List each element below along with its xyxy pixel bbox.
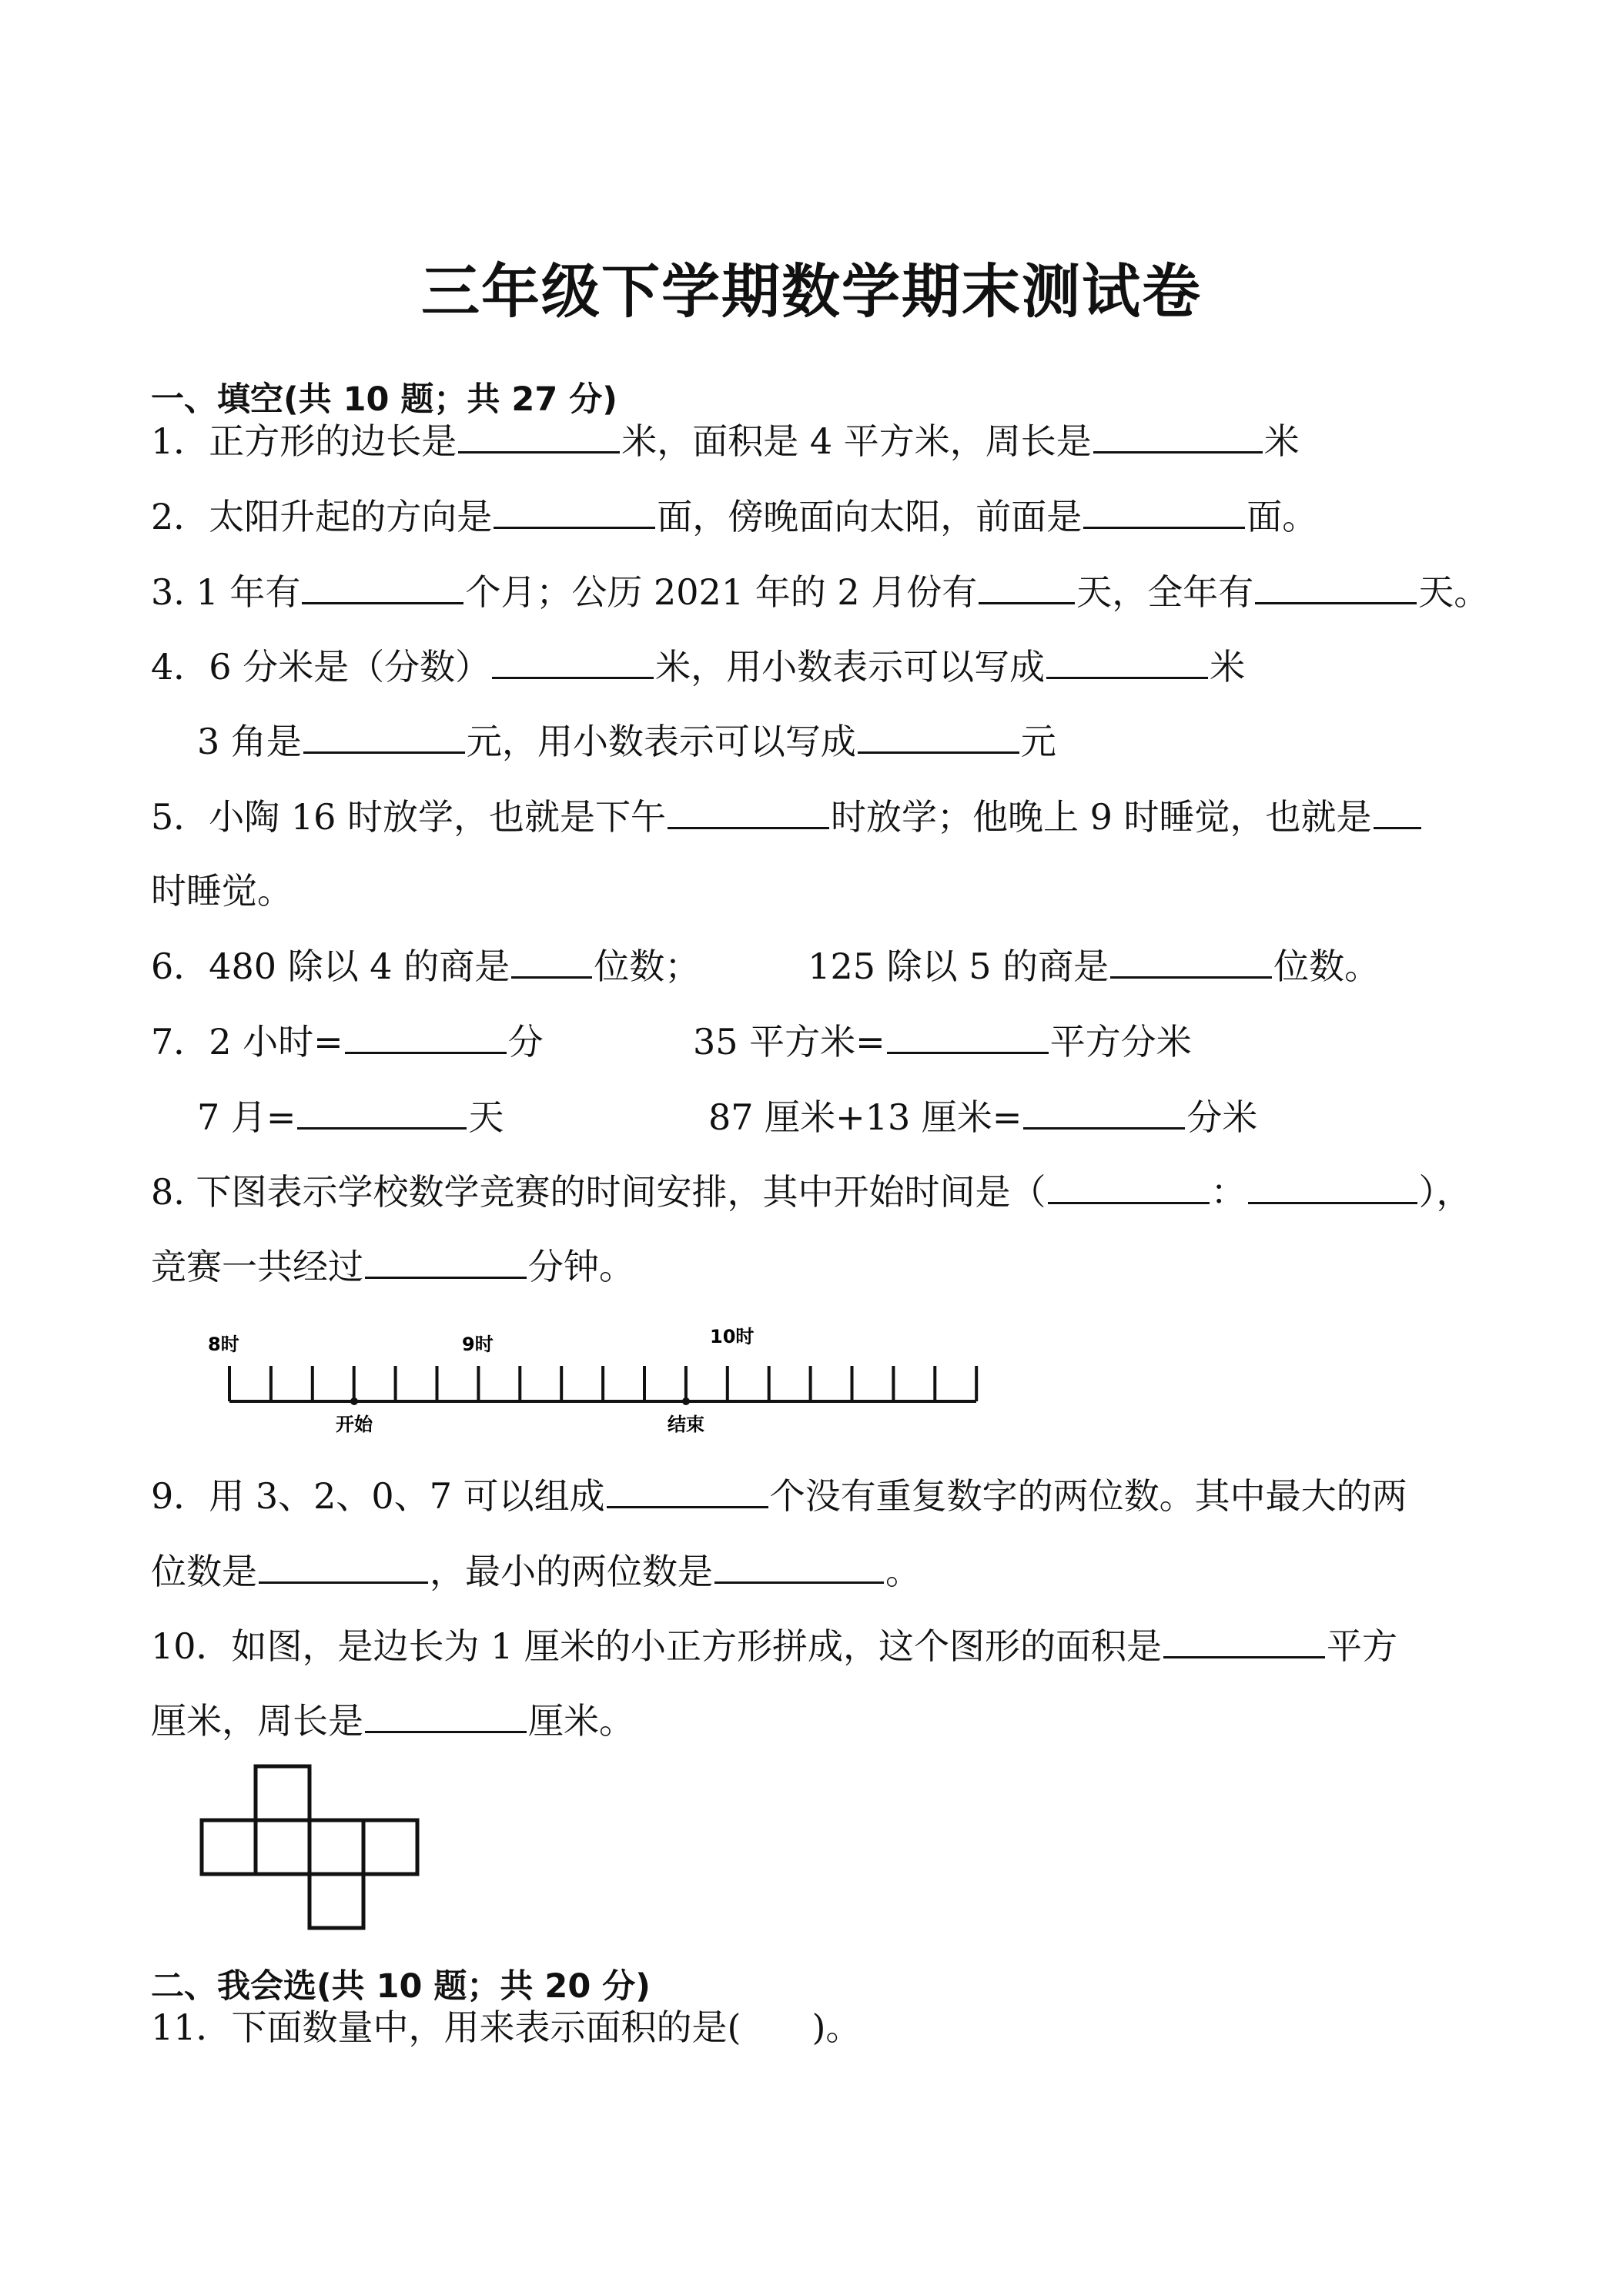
question-4-line-2 xyxy=(197,718,1056,765)
q10-text-b: 平方 xyxy=(1327,1625,1398,1667)
squares-figure xyxy=(197,1763,428,1940)
q7-text-h: 分米 xyxy=(1186,1096,1258,1138)
ruler-label-9: 9时 xyxy=(462,1334,494,1355)
q4-blank-fraction[interactable] xyxy=(492,643,654,679)
q7-text-f: 天 xyxy=(468,1096,504,1138)
q8-blank-minute[interactable] xyxy=(1248,1168,1417,1204)
q4-blank-decimal[interactable] xyxy=(1046,643,1208,679)
q6-text-a: 6．480 除以 4 的商是 xyxy=(151,946,510,987)
q9-text-e: 。 xyxy=(885,1551,921,1592)
q4-text-c: 米 xyxy=(1210,646,1246,688)
question-10-line-2 xyxy=(151,1697,634,1744)
q3-text-c: 天，全年有 xyxy=(1076,571,1254,613)
q7-blank-dm[interactable] xyxy=(1023,1093,1185,1130)
q2-blank-2[interactable] xyxy=(1083,493,1245,529)
q5-text-b: 时放学；他晚上 9 时睡觉，也就是 xyxy=(831,796,1372,838)
question-1 xyxy=(151,417,1300,464)
q4-text-d: 3 角是 xyxy=(197,721,302,762)
page-title: 三年级下学期数学期末测试卷 xyxy=(421,257,1202,326)
q2-text-b: 面，傍晚面向太阳，前面是 xyxy=(657,496,1083,537)
q9-blank-count[interactable] xyxy=(607,1472,768,1508)
q3-blank-year-days[interactable] xyxy=(1255,568,1417,604)
section-heading-fill-in: 一、填空(共 10 题；共 27 分) xyxy=(151,380,617,419)
q10-text-c: 厘米，周长是 xyxy=(151,1700,363,1742)
question-5-line-1 xyxy=(151,793,1423,840)
q6-text-c: 125 除以 5 的商是 xyxy=(808,946,1109,987)
q7-text-d: 平方分米 xyxy=(1049,1021,1192,1063)
q3-text-d: 天。 xyxy=(1418,571,1490,613)
q8-blank-duration[interactable] xyxy=(365,1243,527,1279)
q8-text-e: 分钟。 xyxy=(528,1246,634,1287)
q3-blank-feb-days[interactable] xyxy=(979,568,1075,604)
question-7-line-1 xyxy=(151,1018,544,1065)
ruler-label-10: 10时 xyxy=(710,1326,755,1347)
q4-text-e: 元，用小数表示可以写成 xyxy=(466,721,856,762)
ruler-start-dot xyxy=(350,1397,358,1405)
q3-blank-months[interactable] xyxy=(302,568,463,604)
ruler-label-8: 8时 xyxy=(208,1334,239,1355)
q8-text-a: 8. 下图表示学校数学竞赛的时间安排，其中开始时间是（ xyxy=(151,1171,1046,1213)
q7-blank-days[interactable] xyxy=(297,1093,467,1130)
question-10-line-1 xyxy=(151,1622,1397,1669)
q7-blank-sq-dm[interactable] xyxy=(887,1018,1049,1054)
ruler-ticks xyxy=(229,1366,976,1401)
square-middle-1 xyxy=(202,1820,256,1874)
q1-text-c: 米 xyxy=(1263,420,1300,462)
q5-text-a: 5．小陶 16 时放学，也就是下午 xyxy=(151,796,667,838)
q5-blank-sleep[interactable] xyxy=(1374,793,1421,829)
question-3 xyxy=(151,568,1489,615)
q3-text-b: 个月；公历 2021 年的 2 月份有 xyxy=(465,571,978,613)
q2-text-a: 2．太阳升起的方向是 xyxy=(151,496,493,537)
q2-text-c: 面。 xyxy=(1247,496,1318,537)
q8-text-d: 竞赛一共经过 xyxy=(151,1246,363,1287)
square-bottom xyxy=(310,1874,363,1928)
q7-blank-minutes[interactable] xyxy=(345,1018,507,1054)
q4-blank-yuan-fraction[interactable] xyxy=(303,718,465,754)
q7-text-c: 35 平方米= xyxy=(693,1021,885,1063)
q6-text-b: 位数； xyxy=(594,946,701,987)
q9-text-c: 位数是 xyxy=(151,1551,257,1592)
question-7-line-2 xyxy=(197,1093,504,1140)
q7-text-a: 7．2 小时= xyxy=(151,1021,343,1063)
time-ruler-figure xyxy=(208,1318,1009,1434)
question-9-line-1 xyxy=(151,1472,1407,1519)
q1-text-b: 米，面积是 4 平方米，周长是 xyxy=(621,420,1092,462)
q7-text-b: 分 xyxy=(507,1021,544,1063)
q3-text-a: 3. 1 年有 xyxy=(151,571,301,613)
q9-blank-min[interactable] xyxy=(714,1548,884,1584)
q10-blank-area[interactable] xyxy=(1163,1622,1325,1658)
q9-blank-max[interactable] xyxy=(259,1548,428,1584)
q1-blank-perimeter[interactable] xyxy=(1093,417,1263,454)
q8-text-c: ）， xyxy=(1418,1171,1472,1213)
question-5-line-2 xyxy=(151,868,293,914)
q5-blank-pm[interactable] xyxy=(668,793,829,829)
question-6 xyxy=(151,942,1380,989)
ruler-start-label: 开始 xyxy=(336,1414,373,1434)
ruler-end-dot xyxy=(682,1397,690,1405)
square-middle-2 xyxy=(256,1820,310,1874)
square-top xyxy=(256,1766,310,1820)
q4-text-a: 4．6 分米是（分数） xyxy=(151,646,491,688)
q9-text-b: 个没有重复数字的两位数。其中最大的两 xyxy=(769,1475,1407,1517)
question-11: 11．下面数量中，用来表示面积的是( )。 xyxy=(151,2006,862,2048)
q1-blank-side[interactable] xyxy=(458,417,620,454)
q5-text-c: 时睡觉。 xyxy=(151,870,293,912)
q1-text-a: 1．正方形的边长是 xyxy=(151,420,457,462)
q2-blank-1[interactable] xyxy=(494,493,655,529)
q9-text-a: 9．用 3、2、0、7 可以组成 xyxy=(151,1475,605,1517)
question-9-line-2 xyxy=(151,1548,921,1595)
question-7-line-1-right xyxy=(693,1018,1192,1065)
question-7-line-2-right xyxy=(708,1093,1257,1140)
question-2 xyxy=(151,493,1317,540)
q10-text-a: 10．如图，是边长为 1 厘米的小正方形拼成，这个图形的面积是 xyxy=(151,1625,1163,1667)
q8-blank-hour[interactable] xyxy=(1048,1168,1210,1204)
q4-blank-yuan-decimal[interactable] xyxy=(858,718,1019,754)
q4-text-f: 元 xyxy=(1020,721,1056,762)
q6-blank-1[interactable] xyxy=(511,942,592,979)
q10-blank-perimeter[interactable] xyxy=(365,1697,527,1733)
question-4-line-1 xyxy=(151,643,1245,690)
q9-text-d: ，最小的两位数是 xyxy=(430,1551,713,1592)
question-8-line-2 xyxy=(151,1243,634,1290)
q8-text-b: ： xyxy=(1210,1171,1247,1213)
q6-text-d: 位数。 xyxy=(1273,946,1380,987)
q6-blank-2[interactable] xyxy=(1110,942,1272,979)
section-heading-choice: 二、我会选(共 10 题；共 20 分) xyxy=(151,1967,651,2006)
question-8-line-1 xyxy=(151,1168,1472,1215)
q4-text-b: 米，用小数表示可以写成 xyxy=(655,646,1046,688)
square-middle-3 xyxy=(310,1820,363,1874)
ruler-end-label: 结束 xyxy=(668,1414,704,1434)
q7-text-e: 7 月= xyxy=(197,1096,296,1138)
q10-text-d: 厘米。 xyxy=(528,1700,634,1742)
q7-text-g: 87 厘米+13 厘米= xyxy=(708,1096,1022,1138)
square-middle-4 xyxy=(363,1820,417,1874)
